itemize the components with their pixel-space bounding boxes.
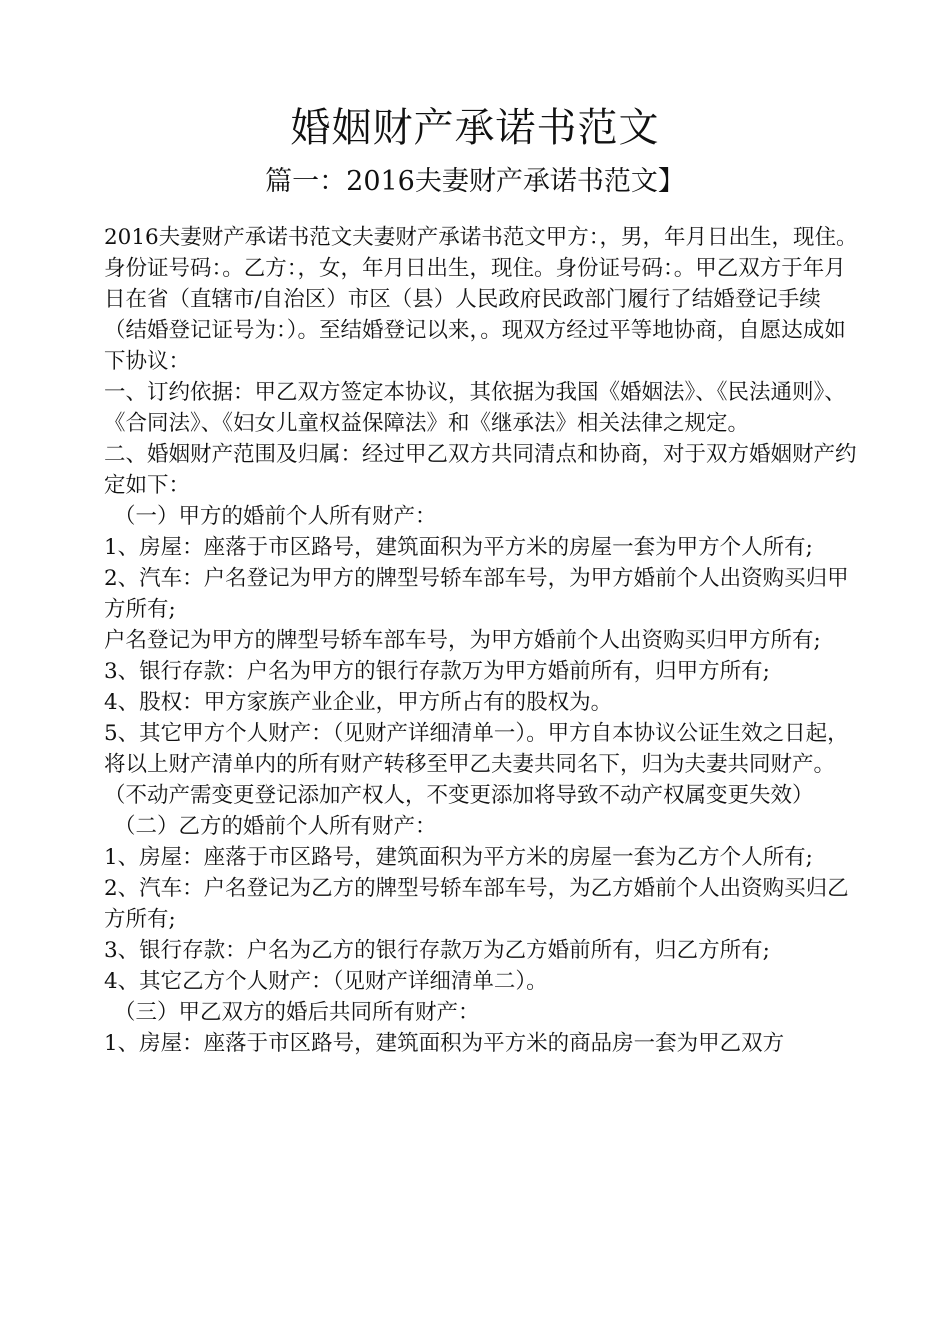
list-item: 2、汽车：户名登记为甲方的牌型号轿车部车号，为甲方婚前个人出资购买归甲方所有; bbox=[104, 566, 849, 622]
paragraph-scope: 二、婚姻财产范围及归属：经过甲乙双方共同清点和协商，对于双方婚姻财产约定如下： bbox=[104, 442, 857, 498]
paragraph-intro: 2016夫妻财产承诺书范文夫妻财产承诺书范文甲方：，男，年月日出生，现住。身份证号码：。乙方：，女，年月日出生，现住。身份证号码：。甲乙双方于年月日在省（直辖市/自治区）市区（县）人民政府民政部门履行了结婚登记手续（结婚登记证号为：）。至结婚登记以来，。现双方经过平等地协商，自愿达成如下协议： bbox=[104, 225, 858, 374]
section-heading-party-a: （一）甲方的婚前个人所有财产： bbox=[114, 504, 437, 529]
section-heading-joint: （三）甲乙双方的婚后共同所有财产： bbox=[114, 1000, 480, 1025]
list-item: 2、汽车：户名登记为乙方的牌型号轿车部车号，为乙方婚前个人出资购买归乙方所有; bbox=[104, 876, 849, 932]
list-item: 户名登记为甲方的牌型号轿车部车号，为甲方婚前个人出资购买归甲方所有; bbox=[104, 628, 821, 653]
document-title: 婚姻财产承诺书范文 bbox=[290, 105, 660, 151]
list-item: 1、房屋：座落于市区路号，建筑面积为平方米的房屋一套为乙方个人所有; bbox=[104, 845, 813, 870]
list-item: 3、银行存款：户名为甲方的银行存款万为甲方婚前所有，归甲方所有; bbox=[104, 659, 770, 684]
list-item: 4、其它乙方个人财产：（见财产详细清单二）。 bbox=[104, 969, 548, 994]
list-item: 1、房屋：座落于市区路号，建筑面积为平方米的商品房一套为甲乙双方 bbox=[104, 1031, 785, 1056]
list-item: 3、银行存款：户名为乙方的银行存款万为乙方婚前所有，归乙方所有; bbox=[104, 938, 770, 963]
section-heading-party-b: （二）乙方的婚前个人所有财产： bbox=[114, 814, 437, 839]
list-item: 1、房屋：座落于市区路号，建筑面积为平方米的房屋一套为甲方个人所有; bbox=[104, 535, 813, 560]
paragraph-basis: 一、订约依据：甲乙双方签定本协议，其依据为我国《婚姻法》、《民法通则》、《合同法》、《妇女儿童权益保障法》和《继承法》相关法律之规定。 bbox=[104, 380, 846, 436]
list-item: 5、其它甲方个人财产：（见财产详细清单一）。甲方自本协议公证生效之日起，将以上财产清单内的所有财产转移至甲乙夫妻共同名下，归为夫妻共同财产。（不动产需变更登记添加产权人，不变更添加将导致不动产权属变更失效） bbox=[104, 721, 849, 808]
list-item: 4、股权：甲方家族产业企业，甲方所占有的股权为。 bbox=[104, 690, 613, 715]
document-subtitle: 篇一：2016夫妻财产承诺书范文】 bbox=[265, 166, 685, 197]
document-body bbox=[104, 222, 859, 1059]
